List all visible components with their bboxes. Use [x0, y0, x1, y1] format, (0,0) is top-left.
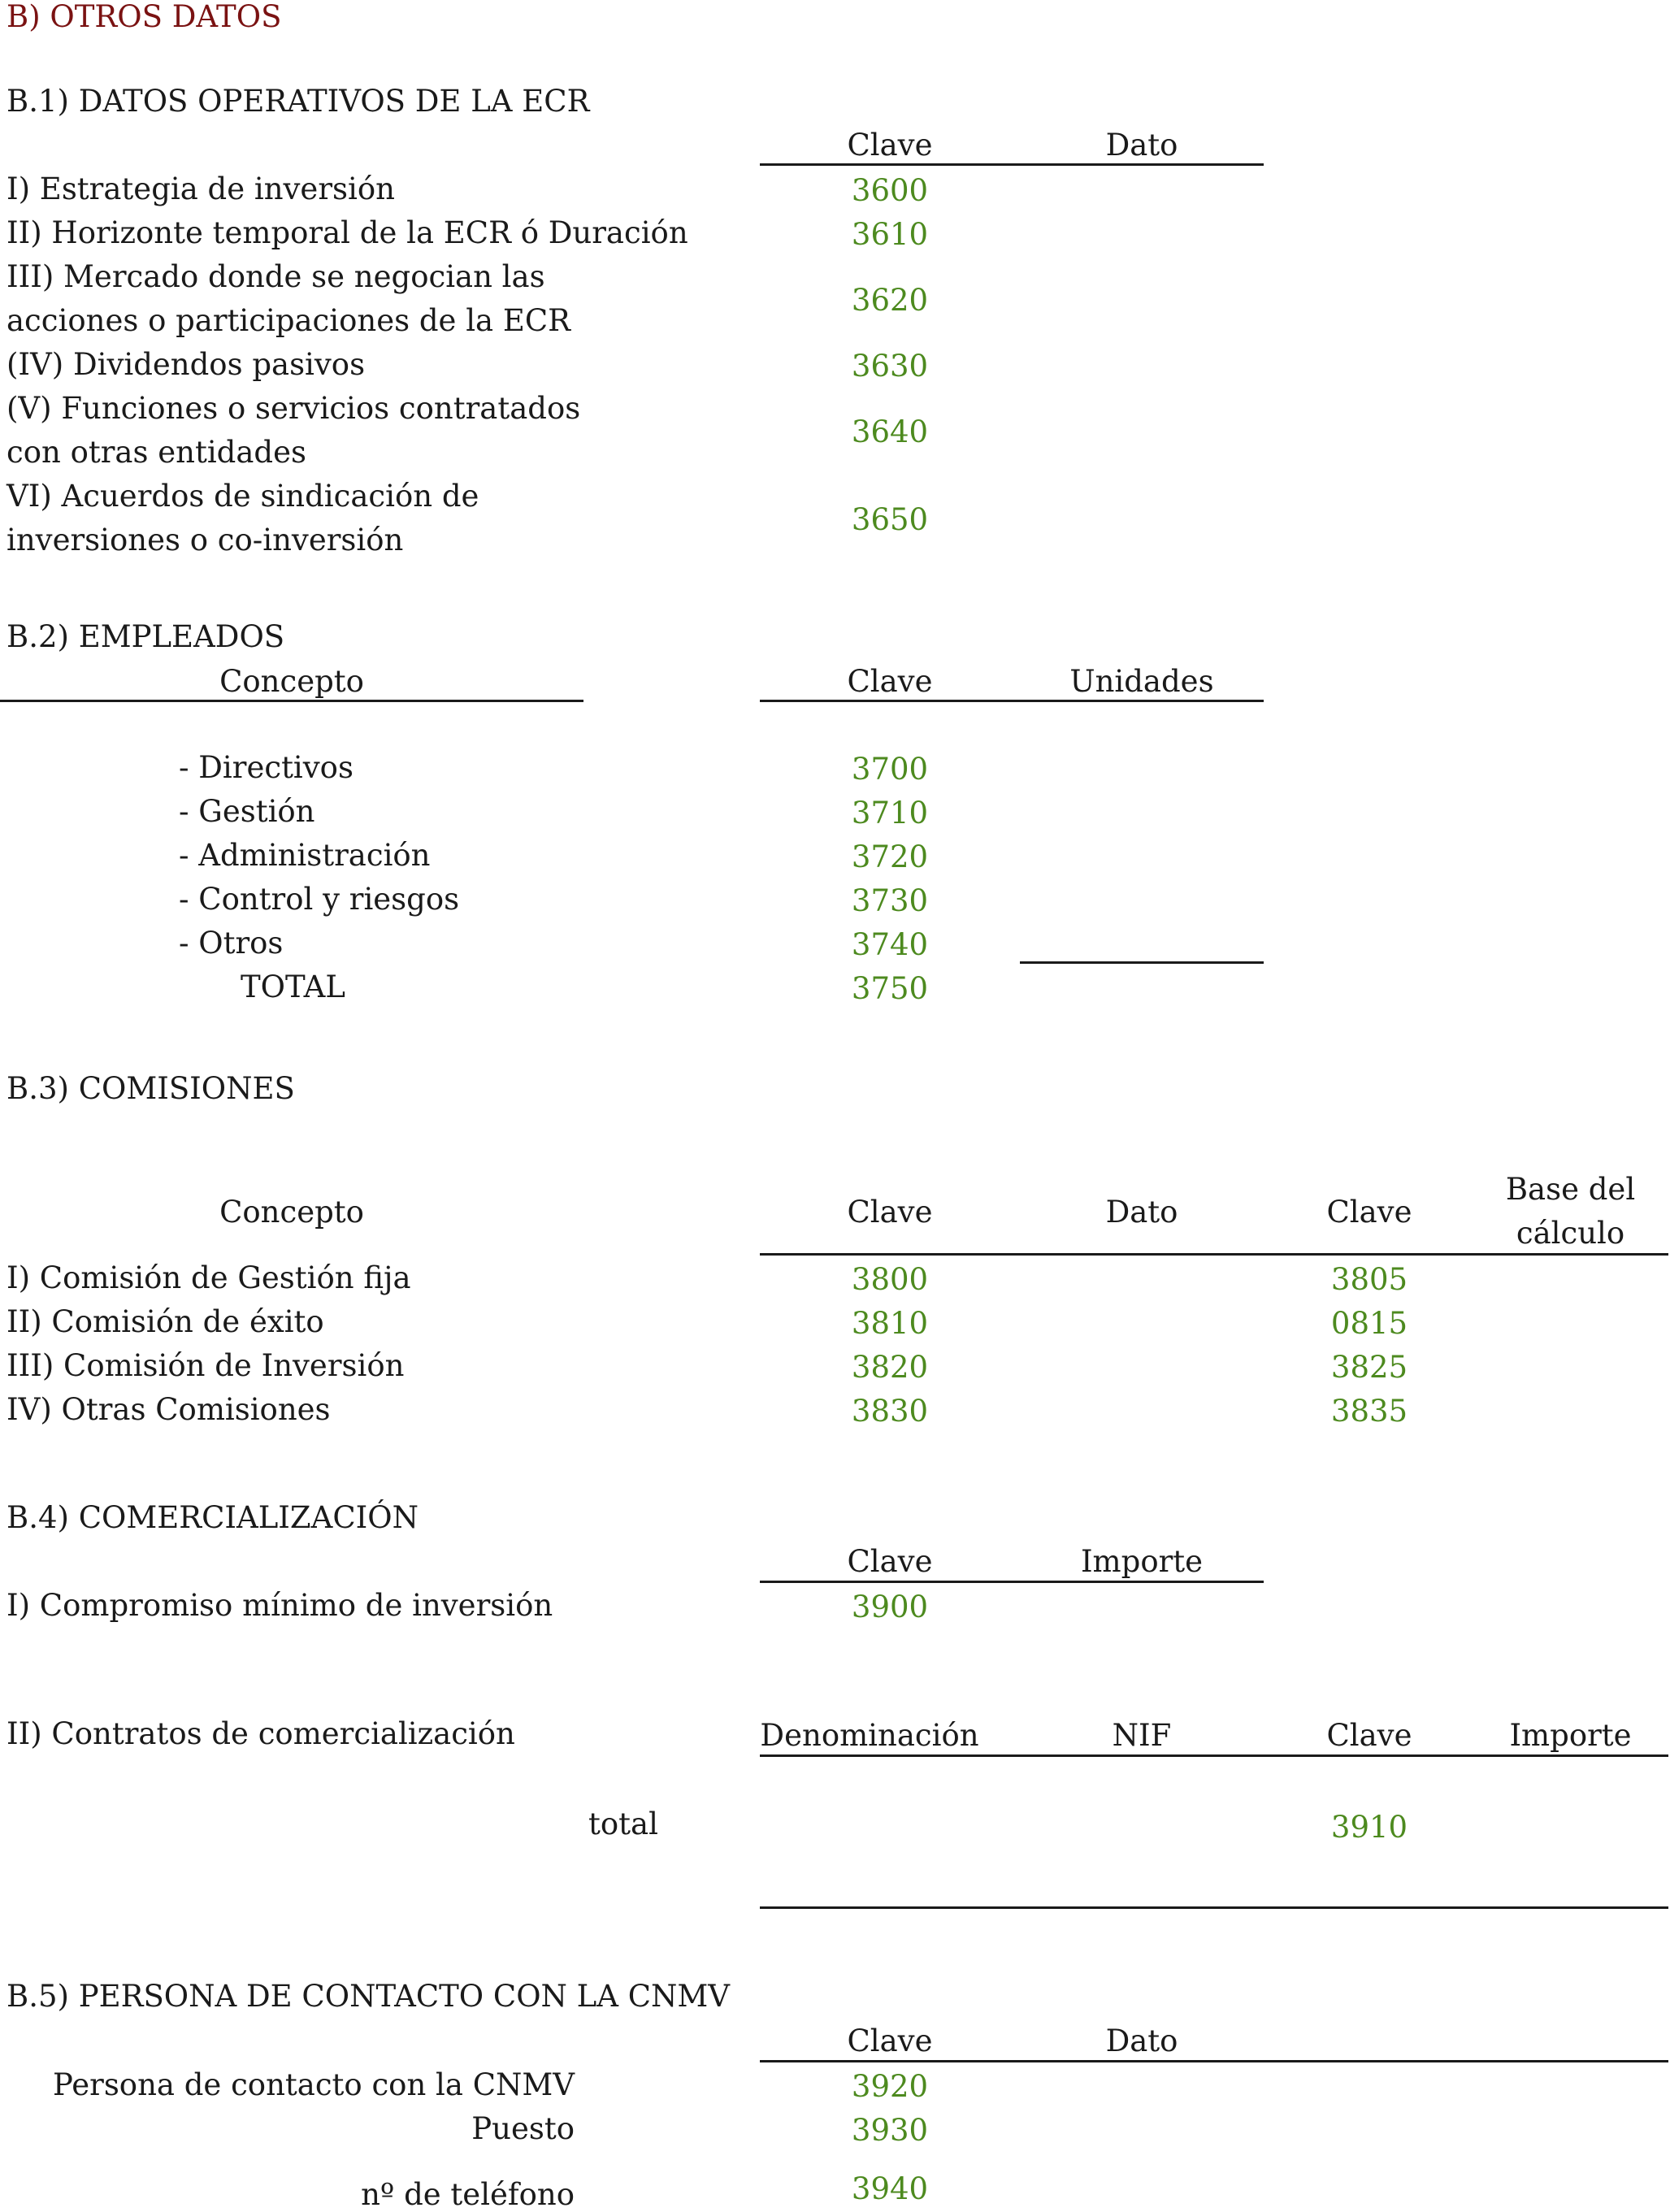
- b3-row-label: I) Comisión de Gestión fija: [7, 1260, 411, 1295]
- b3-col-clave: Clave: [847, 1195, 933, 1230]
- b4-col-clave2: Clave: [1326, 1718, 1412, 1753]
- b1-row-label-cont: acciones o participaciones de la ECR: [7, 303, 571, 338]
- b4-col-denominacion: Denominación: [760, 1718, 979, 1753]
- b1-header-rule: [760, 163, 1264, 166]
- b3-row-code: 3810: [851, 1306, 929, 1341]
- b2-col-concepto: Concepto: [219, 664, 364, 699]
- b1-row-code: 3620: [851, 283, 929, 318]
- b2-row-label: - Otros: [179, 926, 284, 961]
- b1-row-label-cont: con otras entidades: [7, 435, 306, 470]
- b5-row-code: 3920: [851, 2069, 929, 2104]
- b4-col-importe: Importe: [1080, 1544, 1204, 1579]
- b4-col-importe2: Importe: [1509, 1718, 1632, 1753]
- b5-row-label: Persona de contacto con la CNMV: [53, 2067, 575, 2102]
- b4-row-code: 3900: [851, 1590, 929, 1624]
- b1-row-code: 3600: [851, 173, 929, 208]
- b2-col-unidades: Unidades: [1069, 664, 1214, 699]
- b5-row-label: Puesto: [471, 2111, 575, 2146]
- b5-row-code: 3930: [851, 2113, 929, 2148]
- b2-concepto-rule: [0, 700, 583, 702]
- b1-row-label: II) Horizonte temporal de la ECR ó Duración: [7, 215, 688, 250]
- b2-header-rule: [760, 700, 1264, 702]
- b3-row-code: 3800: [851, 1262, 929, 1297]
- b1-row-label: III) Mercado donde se negocian las: [7, 259, 545, 294]
- b5-col-dato: Dato: [1105, 2023, 1178, 2058]
- b5-header-rule: [760, 2060, 1668, 2062]
- b1-row-label: (V) Funciones o servicios contratados: [7, 391, 581, 426]
- b2-row-label: - Gestión: [179, 794, 315, 829]
- b4-contracts-rule: [760, 1754, 1668, 1757]
- b2-row-code: 3700: [851, 752, 929, 787]
- b3-header-rule: [760, 1253, 1668, 1256]
- b3-heading: B.3) COMISIONES: [7, 1071, 295, 1106]
- b5-heading: B.5) PERSONA DE CONTACTO CON LA CNMV: [7, 1979, 731, 2014]
- b1-row-code: 3610: [851, 217, 929, 252]
- b3-col-base-cont: cálculo: [1516, 1216, 1625, 1251]
- b2-total-rule: [1020, 961, 1264, 964]
- page-title: B) OTROS DATOS: [7, 0, 282, 34]
- b4-header-rule: [760, 1581, 1264, 1583]
- b3-row-label: II) Comisión de éxito: [7, 1304, 324, 1339]
- b5-row-code: 3940: [851, 2171, 929, 2206]
- b1-row-code: 3650: [851, 502, 929, 537]
- b4-col-nif: NIF: [1112, 1718, 1172, 1753]
- b3-row-code2: 0815: [1330, 1306, 1408, 1341]
- b4-heading: B.4) COMERCIALIZACIÓN: [7, 1500, 419, 1535]
- b3-row-code2: 3835: [1330, 1394, 1408, 1429]
- b1-row-code: 3640: [851, 414, 929, 449]
- b3-col-clave2: Clave: [1326, 1195, 1412, 1230]
- b3-row-code2: 3825: [1330, 1350, 1408, 1385]
- b1-row-label: I) Estrategia de inversión: [7, 171, 395, 206]
- b5-row-label: nº de teléfono: [361, 2177, 575, 2212]
- b2-row-label: - Administración: [179, 838, 431, 873]
- b2-heading: B.2) EMPLEADOS: [7, 619, 285, 654]
- b2-row-code: 3720: [851, 839, 929, 874]
- b4-row-label: I) Compromiso mínimo de inversión: [7, 1588, 553, 1623]
- b4-total-label: total: [588, 1806, 658, 1841]
- b1-row-label-cont: inversiones o co-inversión: [7, 523, 404, 557]
- b1-row-label: VI) Acuerdos de sindicación de: [7, 479, 479, 514]
- b3-row-code: 3830: [851, 1394, 929, 1429]
- b3-col-dato: Dato: [1105, 1195, 1178, 1230]
- b2-col-clave: Clave: [847, 664, 933, 699]
- b1-col-clave: Clave: [847, 128, 933, 163]
- b1-col-dato: Dato: [1105, 128, 1178, 163]
- b5-col-clave: Clave: [847, 2023, 933, 2058]
- b2-row-label: - Control y riesgos: [179, 882, 460, 917]
- b4-total-code: 3910: [1330, 1810, 1408, 1845]
- b2-total-label: TOTAL: [241, 969, 345, 1004]
- b2-total-code: 3750: [851, 971, 929, 1006]
- b4-col-clave: Clave: [847, 1544, 933, 1579]
- b2-row-label: - Directivos: [179, 750, 354, 785]
- b3-col-base: Base del: [1505, 1172, 1636, 1207]
- b3-row-code: 3820: [851, 1350, 929, 1385]
- b2-row-code: 3730: [851, 883, 929, 918]
- b2-row-code: 3710: [851, 796, 929, 831]
- b2-row-code: 3740: [851, 927, 929, 962]
- b1-row-code: 3630: [851, 349, 929, 384]
- b3-row-label: IV) Otras Comisiones: [7, 1392, 331, 1427]
- b3-col-concepto: Concepto: [219, 1195, 364, 1230]
- b4-contracts-label: II) Contratos de comercialización: [7, 1716, 515, 1751]
- b1-row-label: (IV) Dividendos pasivos: [7, 347, 366, 382]
- b3-row-label: III) Comisión de Inversión: [7, 1348, 405, 1383]
- b1-heading: B.1) DATOS OPERATIVOS DE LA ECR: [7, 84, 590, 119]
- b4-bottom-rule: [760, 1906, 1668, 1909]
- b3-row-code2: 3805: [1330, 1262, 1408, 1297]
